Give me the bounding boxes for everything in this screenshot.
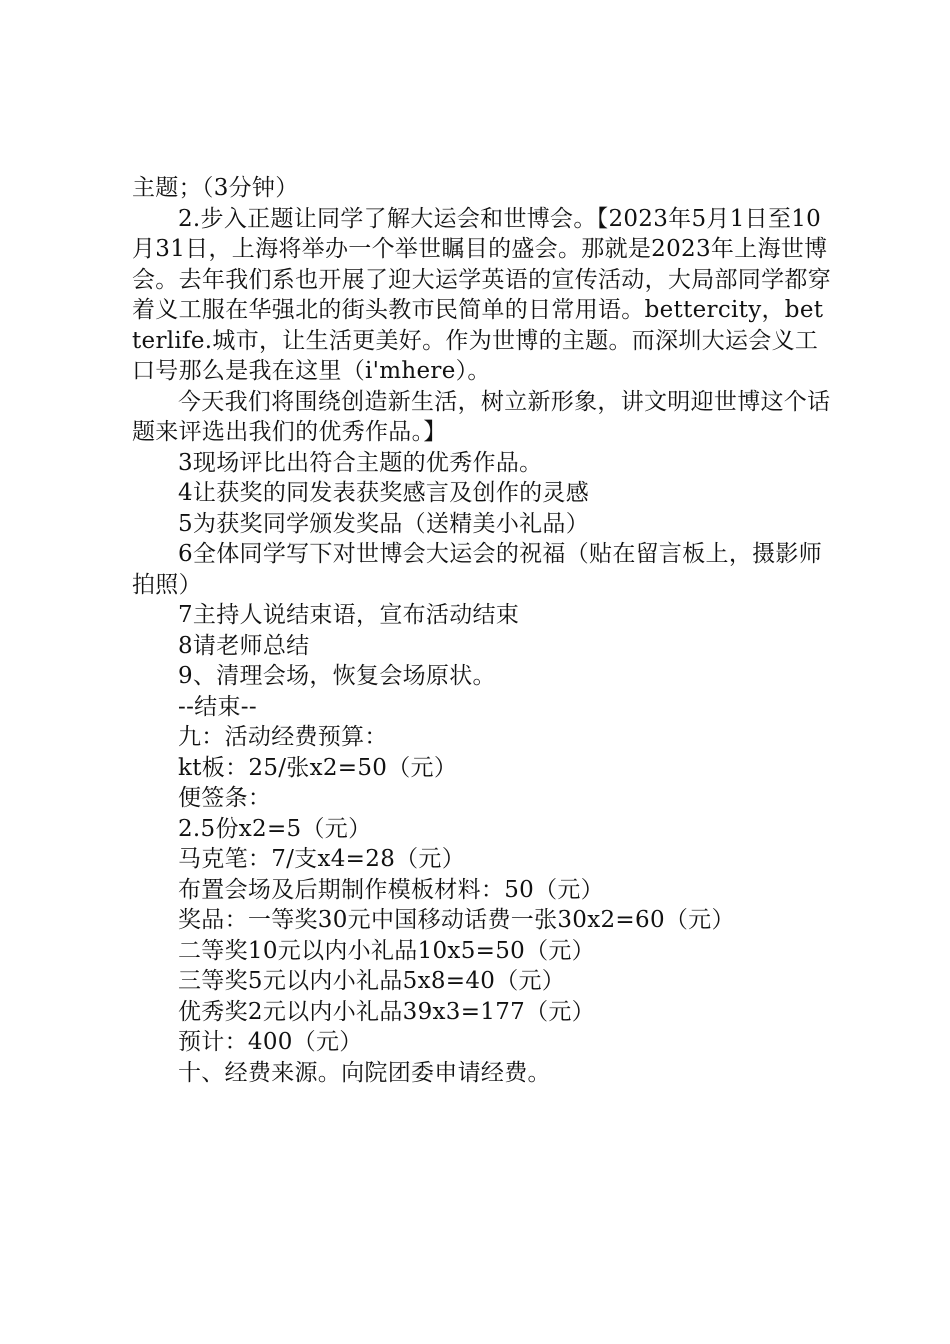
paragraph-step-8: 8请老师总结 [178,632,310,659]
document-body [132,173,832,1088]
paragraph-step-4: 4让获奖的同发表获奖感言及创作的灵感 [178,480,590,506]
budget-item-venue-materials: 布置会场及后期制作模板材料：50（元） [178,876,604,903]
budget-item-kt-board: kt板：25/张x2=50（元） [178,754,458,781]
paragraph-step-3: 3现场评比出符合主题的优秀作品。 [178,449,543,476]
paragraph-end-marker: --结束-- [178,693,257,720]
paragraph-funding-source: 十、经费来源。向院团委申请经费。 [178,1059,551,1086]
budget-item-excellence-prize: 优秀奖2元以内小礼品39x3=177（元） [178,998,595,1025]
paragraph-step-5: 5为获奖同学颁发奖品（送精美小礼品） [178,510,590,537]
paragraph-step-6: 6全体同学写下对世博会大运会的祝福（贴在留言板上，摄影师拍照） [132,541,823,598]
paragraph-theme: 今天我们将围绕创造新生活，树立新形象，讲文明迎世博这个话题来评选出我们的优秀作品。】 [132,388,831,445]
budget-item-first-prize: 奖品：一等奖30元中国移动话费一张30x2=60（元） [178,907,735,933]
budget-item-third-prize: 三等奖5元以内小礼品5x8=40（元） [178,968,566,994]
budget-item-markers: 马克笔：7/支x4=28（元） [178,846,466,872]
paragraph-budget-heading: 九：活动经费预算： [178,724,388,750]
budget-item-second-prize: 二等奖10元以内小礼品10x5=50（元） [178,937,595,964]
budget-item-sticky-notes: 便签条： [178,785,272,811]
paragraph-topic-duration: 主题；（3分钟） [132,175,299,201]
paragraph-introduce-events: 2.步入正题让同学了解大运会和世博会。【2023年5月1日至10月31日，上海将举办一个举世瞩目的盛会。那就是2023年上海世博会。去年我们系也开展了迎大运学英语的宣传活动，大局部同学都穿着义工服在华强北的街头教市民简单的日常用语。bettercity，betterlife.城市，让生活更美好。作为世博的主题。而深圳大运会义工口号那么是我在这里（i'mhere）。 [132,205,831,384]
paragraph-step-9: 9、清理会场，恢复会场原状。 [178,663,496,689]
budget-total: 预计：400（元） [178,1029,363,1055]
budget-item-sticky-notes-cost: 2.5份x2=5（元） [178,815,372,842]
paragraph-step-7: 7主持人说结束语，宣布活动结束 [178,602,520,628]
